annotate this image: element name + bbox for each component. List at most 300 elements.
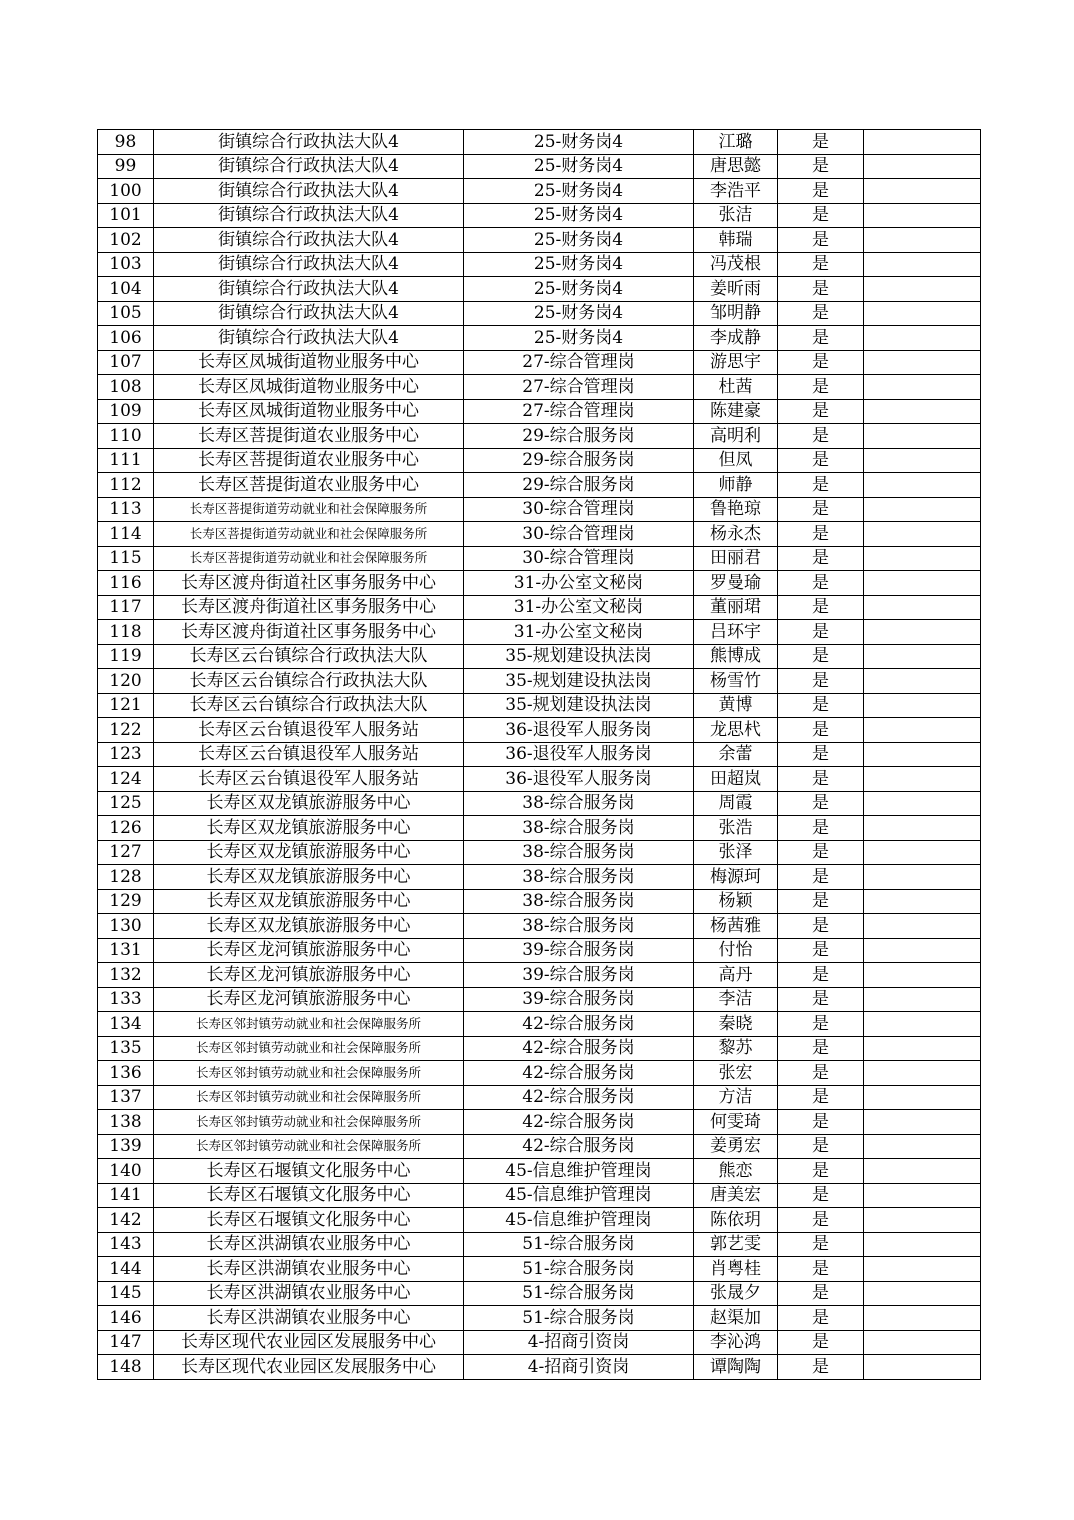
cell-person-name: 何雯琦 xyxy=(694,1110,778,1135)
cell-position: 42-综合服务岗 xyxy=(464,1061,694,1086)
table-row xyxy=(98,1281,981,1306)
cell-position: 4-招商引资岗 xyxy=(464,1330,694,1355)
cell-unit: 长寿区双龙镇旅游服务中心 xyxy=(154,791,464,816)
cell-remark xyxy=(864,1036,981,1061)
cell-serial-number: 115 xyxy=(98,546,154,571)
cell-unit: 长寿区龙河镇旅游服务中心 xyxy=(154,963,464,988)
cell-unit: 长寿区邻封镇劳动就业和社会保障服务所 xyxy=(154,1036,464,1061)
cell-status: 是 xyxy=(778,718,864,743)
cell-position: 4-招商引资岗 xyxy=(464,1355,694,1380)
cell-status: 是 xyxy=(778,301,864,326)
cell-serial-number: 125 xyxy=(98,791,154,816)
cell-serial-number: 141 xyxy=(98,1183,154,1208)
cell-position: 27-综合管理岗 xyxy=(464,350,694,375)
cell-person-name: 高明利 xyxy=(694,424,778,449)
cell-person-name: 熊博成 xyxy=(694,644,778,669)
table-row xyxy=(98,1134,981,1159)
cell-status: 是 xyxy=(778,448,864,473)
cell-remark xyxy=(864,816,981,841)
cell-person-name: 但凤 xyxy=(694,448,778,473)
table-row xyxy=(98,1355,981,1380)
cell-person-name: 龙思杙 xyxy=(694,718,778,743)
cell-unit: 长寿区云台镇综合行政执法大队 xyxy=(154,644,464,669)
cell-serial-number: 113 xyxy=(98,497,154,522)
cell-remark xyxy=(864,693,981,718)
cell-person-name: 付怡 xyxy=(694,938,778,963)
cell-person-name: 张洁 xyxy=(694,203,778,228)
table-row xyxy=(98,889,981,914)
cell-remark xyxy=(864,228,981,253)
cell-position: 51-综合服务岗 xyxy=(464,1232,694,1257)
table-row xyxy=(98,914,981,939)
cell-serial-number: 131 xyxy=(98,938,154,963)
cell-person-name: 姜昕雨 xyxy=(694,277,778,302)
cell-status: 是 xyxy=(778,1134,864,1159)
cell-unit: 街镇综合行政执法大队4 xyxy=(154,252,464,277)
cell-serial-number: 121 xyxy=(98,693,154,718)
cell-position: 38-综合服务岗 xyxy=(464,914,694,939)
cell-remark xyxy=(864,399,981,424)
table-row xyxy=(98,350,981,375)
table-row xyxy=(98,644,981,669)
cell-status: 是 xyxy=(778,693,864,718)
cell-unit: 长寿区石堰镇文化服务中心 xyxy=(154,1208,464,1233)
cell-unit: 长寿区云台镇退役军人服务站 xyxy=(154,718,464,743)
cell-status: 是 xyxy=(778,1110,864,1135)
cell-position: 27-综合管理岗 xyxy=(464,399,694,424)
cell-remark xyxy=(864,1085,981,1110)
table-row xyxy=(98,963,981,988)
cell-unit: 长寿区双龙镇旅游服务中心 xyxy=(154,816,464,841)
cell-position: 51-综合服务岗 xyxy=(464,1306,694,1331)
cell-unit: 街镇综合行政执法大队4 xyxy=(154,203,464,228)
table-row xyxy=(98,1110,981,1135)
cell-position: 30-综合管理岗 xyxy=(464,522,694,547)
cell-unit: 街镇综合行政执法大队4 xyxy=(154,154,464,179)
cell-serial-number: 114 xyxy=(98,522,154,547)
cell-unit: 长寿区现代农业园区发展服务中心 xyxy=(154,1330,464,1355)
cell-person-name: 鲁艳琼 xyxy=(694,497,778,522)
cell-serial-number: 124 xyxy=(98,767,154,792)
table-row xyxy=(98,571,981,596)
cell-position: 36-退役军人服务岗 xyxy=(464,718,694,743)
cell-serial-number: 103 xyxy=(98,252,154,277)
cell-unit: 长寿区菩提街道劳动就业和社会保障服务所 xyxy=(154,497,464,522)
cell-position: 39-综合服务岗 xyxy=(464,963,694,988)
cell-position: 36-退役军人服务岗 xyxy=(464,767,694,792)
table-row xyxy=(98,154,981,179)
cell-serial-number: 106 xyxy=(98,326,154,351)
table-row xyxy=(98,791,981,816)
cell-status: 是 xyxy=(778,375,864,400)
cell-serial-number: 105 xyxy=(98,301,154,326)
cell-unit: 长寿区洪湖镇农业服务中心 xyxy=(154,1306,464,1331)
cell-unit: 长寿区双龙镇旅游服务中心 xyxy=(154,914,464,939)
table-row xyxy=(98,718,981,743)
cell-remark xyxy=(864,130,981,155)
cell-remark xyxy=(864,301,981,326)
cell-position: 30-综合管理岗 xyxy=(464,546,694,571)
cell-unit: 街镇综合行政执法大队4 xyxy=(154,228,464,253)
table-row xyxy=(98,767,981,792)
table-row xyxy=(98,1012,981,1037)
table-row xyxy=(98,669,981,694)
cell-person-name: 余蕾 xyxy=(694,742,778,767)
cell-person-name: 陈建豪 xyxy=(694,399,778,424)
cell-status: 是 xyxy=(778,865,864,890)
cell-unit: 长寿区云台镇综合行政执法大队 xyxy=(154,669,464,694)
cell-status: 是 xyxy=(778,889,864,914)
cell-serial-number: 135 xyxy=(98,1036,154,1061)
table-row xyxy=(98,938,981,963)
table-row xyxy=(98,522,981,547)
cell-position: 45-信息维护管理岗 xyxy=(464,1159,694,1184)
cell-status: 是 xyxy=(778,1306,864,1331)
cell-position: 27-综合管理岗 xyxy=(464,375,694,400)
cell-serial-number: 128 xyxy=(98,865,154,890)
cell-serial-number: 133 xyxy=(98,987,154,1012)
cell-remark xyxy=(864,522,981,547)
table-row xyxy=(98,987,981,1012)
cell-status: 是 xyxy=(778,326,864,351)
table-row xyxy=(98,1208,981,1233)
cell-serial-number: 142 xyxy=(98,1208,154,1233)
cell-remark xyxy=(864,252,981,277)
cell-serial-number: 122 xyxy=(98,718,154,743)
table-row xyxy=(98,228,981,253)
cell-person-name: 黄博 xyxy=(694,693,778,718)
cell-status: 是 xyxy=(778,179,864,204)
table-row xyxy=(98,595,981,620)
cell-remark xyxy=(864,1281,981,1306)
table-row xyxy=(98,326,981,351)
cell-position: 25-财务岗4 xyxy=(464,179,694,204)
table-row xyxy=(98,742,981,767)
cell-unit: 长寿区龙河镇旅游服务中心 xyxy=(154,938,464,963)
cell-unit: 长寿区邻封镇劳动就业和社会保障服务所 xyxy=(154,1012,464,1037)
cell-position: 51-综合服务岗 xyxy=(464,1281,694,1306)
cell-remark xyxy=(864,326,981,351)
cell-serial-number: 145 xyxy=(98,1281,154,1306)
cell-position: 42-综合服务岗 xyxy=(464,1110,694,1135)
cell-unit: 长寿区渡舟街道社区事务服务中心 xyxy=(154,620,464,645)
table-row xyxy=(98,1159,981,1184)
cell-serial-number: 108 xyxy=(98,375,154,400)
cell-remark xyxy=(864,424,981,449)
cell-status: 是 xyxy=(778,767,864,792)
table-row xyxy=(98,620,981,645)
cell-person-name: 董丽珺 xyxy=(694,595,778,620)
cell-unit: 长寿区渡舟街道社区事务服务中心 xyxy=(154,571,464,596)
cell-status: 是 xyxy=(778,620,864,645)
table-row xyxy=(98,497,981,522)
cell-status: 是 xyxy=(778,522,864,547)
cell-status: 是 xyxy=(778,963,864,988)
cell-person-name: 方洁 xyxy=(694,1085,778,1110)
table-row xyxy=(98,375,981,400)
cell-remark xyxy=(864,154,981,179)
cell-remark xyxy=(864,742,981,767)
table-row xyxy=(98,1306,981,1331)
cell-status: 是 xyxy=(778,546,864,571)
cell-remark xyxy=(864,497,981,522)
table-row xyxy=(98,816,981,841)
cell-status: 是 xyxy=(778,1281,864,1306)
cell-position: 25-财务岗4 xyxy=(464,228,694,253)
cell-remark xyxy=(864,1183,981,1208)
cell-position: 38-综合服务岗 xyxy=(464,865,694,890)
cell-remark xyxy=(864,791,981,816)
table-row xyxy=(98,1036,981,1061)
cell-serial-number: 117 xyxy=(98,595,154,620)
cell-unit: 长寿区邻封镇劳动就业和社会保障服务所 xyxy=(154,1110,464,1135)
cell-person-name: 秦晓 xyxy=(694,1012,778,1037)
cell-status: 是 xyxy=(778,987,864,1012)
cell-person-name: 高丹 xyxy=(694,963,778,988)
cell-remark xyxy=(864,1110,981,1135)
cell-unit: 长寿区凤城街道物业服务中心 xyxy=(154,350,464,375)
cell-remark xyxy=(864,1061,981,1086)
cell-position: 36-退役军人服务岗 xyxy=(464,742,694,767)
cell-remark xyxy=(864,546,981,571)
cell-remark xyxy=(864,1208,981,1233)
cell-serial-number: 136 xyxy=(98,1061,154,1086)
cell-person-name: 韩瑞 xyxy=(694,228,778,253)
cell-person-name: 杨茜雅 xyxy=(694,914,778,939)
cell-unit: 街镇综合行政执法大队4 xyxy=(154,277,464,302)
cell-unit: 长寿区菩提街道劳动就业和社会保障服务所 xyxy=(154,546,464,571)
table-row xyxy=(98,424,981,449)
cell-position: 25-财务岗4 xyxy=(464,252,694,277)
cell-serial-number: 138 xyxy=(98,1110,154,1135)
cell-status: 是 xyxy=(778,228,864,253)
cell-unit: 街镇综合行政执法大队4 xyxy=(154,130,464,155)
cell-status: 是 xyxy=(778,1036,864,1061)
cell-serial-number: 129 xyxy=(98,889,154,914)
cell-person-name: 李浩平 xyxy=(694,179,778,204)
cell-person-name: 姜勇宏 xyxy=(694,1134,778,1159)
cell-unit: 长寿区邻封镇劳动就业和社会保障服务所 xyxy=(154,1085,464,1110)
cell-person-name: 赵渠加 xyxy=(694,1306,778,1331)
cell-unit: 长寿区渡舟街道社区事务服务中心 xyxy=(154,595,464,620)
cell-person-name: 杨雪竹 xyxy=(694,669,778,694)
cell-position: 42-综合服务岗 xyxy=(464,1036,694,1061)
cell-status: 是 xyxy=(778,130,864,155)
cell-remark xyxy=(864,448,981,473)
cell-serial-number: 110 xyxy=(98,424,154,449)
cell-unit: 长寿区现代农业园区发展服务中心 xyxy=(154,1355,464,1380)
table-row xyxy=(98,1061,981,1086)
cell-status: 是 xyxy=(778,1012,864,1037)
cell-position: 31-办公室文秘岗 xyxy=(464,571,694,596)
cell-person-name: 罗曼瑜 xyxy=(694,571,778,596)
cell-serial-number: 139 xyxy=(98,1134,154,1159)
cell-person-name: 李成静 xyxy=(694,326,778,351)
table-row xyxy=(98,399,981,424)
cell-position: 42-综合服务岗 xyxy=(464,1085,694,1110)
cell-serial-number: 118 xyxy=(98,620,154,645)
personnel-table xyxy=(97,129,981,1380)
cell-serial-number: 126 xyxy=(98,816,154,841)
cell-unit: 长寿区菩提街道农业服务中心 xyxy=(154,473,464,498)
cell-status: 是 xyxy=(778,595,864,620)
cell-remark xyxy=(864,938,981,963)
cell-status: 是 xyxy=(778,277,864,302)
cell-remark xyxy=(864,1159,981,1184)
cell-serial-number: 111 xyxy=(98,448,154,473)
cell-unit: 长寿区双龙镇旅游服务中心 xyxy=(154,865,464,890)
cell-serial-number: 127 xyxy=(98,840,154,865)
cell-serial-number: 99 xyxy=(98,154,154,179)
cell-status: 是 xyxy=(778,914,864,939)
cell-status: 是 xyxy=(778,350,864,375)
cell-status: 是 xyxy=(778,1183,864,1208)
cell-status: 是 xyxy=(778,571,864,596)
cell-status: 是 xyxy=(778,669,864,694)
cell-position: 25-财务岗4 xyxy=(464,326,694,351)
cell-remark xyxy=(864,1134,981,1159)
cell-position: 45-信息维护管理岗 xyxy=(464,1183,694,1208)
cell-remark xyxy=(864,1355,981,1380)
cell-unit: 长寿区菩提街道农业服务中心 xyxy=(154,448,464,473)
cell-serial-number: 134 xyxy=(98,1012,154,1037)
cell-position: 38-综合服务岗 xyxy=(464,889,694,914)
table-row xyxy=(98,252,981,277)
cell-serial-number: 98 xyxy=(98,130,154,155)
cell-person-name: 张泽 xyxy=(694,840,778,865)
cell-person-name: 张宏 xyxy=(694,1061,778,1086)
cell-remark xyxy=(864,889,981,914)
cell-unit: 长寿区洪湖镇农业服务中心 xyxy=(154,1232,464,1257)
cell-remark xyxy=(864,277,981,302)
table-row xyxy=(98,277,981,302)
cell-remark xyxy=(864,644,981,669)
cell-unit: 长寿区洪湖镇农业服务中心 xyxy=(154,1281,464,1306)
cell-person-name: 周霞 xyxy=(694,791,778,816)
cell-person-name: 郭艺雯 xyxy=(694,1232,778,1257)
cell-status: 是 xyxy=(778,1208,864,1233)
cell-remark xyxy=(864,1232,981,1257)
cell-person-name: 师静 xyxy=(694,473,778,498)
cell-serial-number: 100 xyxy=(98,179,154,204)
cell-status: 是 xyxy=(778,791,864,816)
cell-remark xyxy=(864,375,981,400)
cell-position: 39-综合服务岗 xyxy=(464,987,694,1012)
cell-position: 35-规划建设执法岗 xyxy=(464,693,694,718)
cell-status: 是 xyxy=(778,424,864,449)
cell-serial-number: 104 xyxy=(98,277,154,302)
cell-position: 39-综合服务岗 xyxy=(464,938,694,963)
cell-person-name: 李洁 xyxy=(694,987,778,1012)
cell-person-name: 唐思懿 xyxy=(694,154,778,179)
cell-remark xyxy=(864,203,981,228)
cell-serial-number: 112 xyxy=(98,473,154,498)
table-row xyxy=(98,1257,981,1282)
table-row xyxy=(98,546,981,571)
cell-position: 35-规划建设执法岗 xyxy=(464,669,694,694)
cell-position: 38-综合服务岗 xyxy=(464,816,694,841)
cell-unit: 长寿区云台镇退役军人服务站 xyxy=(154,742,464,767)
cell-position: 35-规划建设执法岗 xyxy=(464,644,694,669)
cell-unit: 街镇综合行政执法大队4 xyxy=(154,326,464,351)
cell-person-name: 李沁鸿 xyxy=(694,1330,778,1355)
cell-person-name: 杜茜 xyxy=(694,375,778,400)
cell-unit: 长寿区双龙镇旅游服务中心 xyxy=(154,840,464,865)
cell-serial-number: 123 xyxy=(98,742,154,767)
table-row xyxy=(98,1232,981,1257)
cell-serial-number: 143 xyxy=(98,1232,154,1257)
cell-status: 是 xyxy=(778,154,864,179)
cell-unit: 长寿区凤城街道物业服务中心 xyxy=(154,399,464,424)
cell-serial-number: 140 xyxy=(98,1159,154,1184)
cell-remark xyxy=(864,963,981,988)
cell-status: 是 xyxy=(778,938,864,963)
cell-status: 是 xyxy=(778,252,864,277)
cell-status: 是 xyxy=(778,816,864,841)
cell-status: 是 xyxy=(778,840,864,865)
cell-status: 是 xyxy=(778,1257,864,1282)
cell-position: 38-综合服务岗 xyxy=(464,791,694,816)
cell-position: 29-综合服务岗 xyxy=(464,424,694,449)
cell-status: 是 xyxy=(778,203,864,228)
cell-remark xyxy=(864,620,981,645)
cell-position: 25-财务岗4 xyxy=(464,154,694,179)
cell-unit: 长寿区云台镇综合行政执法大队 xyxy=(154,693,464,718)
cell-remark xyxy=(864,865,981,890)
table-row xyxy=(98,1330,981,1355)
table-row xyxy=(98,301,981,326)
cell-person-name: 杨永杰 xyxy=(694,522,778,547)
cell-position: 31-办公室文秘岗 xyxy=(464,620,694,645)
cell-remark xyxy=(864,595,981,620)
cell-serial-number: 120 xyxy=(98,669,154,694)
cell-status: 是 xyxy=(778,1085,864,1110)
cell-remark xyxy=(864,669,981,694)
cell-position: 42-综合服务岗 xyxy=(464,1012,694,1037)
cell-position: 25-财务岗4 xyxy=(464,203,694,228)
cell-position: 51-综合服务岗 xyxy=(464,1257,694,1282)
cell-position: 42-综合服务岗 xyxy=(464,1134,694,1159)
cell-person-name: 谭陶陶 xyxy=(694,1355,778,1380)
cell-unit: 长寿区云台镇退役军人服务站 xyxy=(154,767,464,792)
cell-serial-number: 119 xyxy=(98,644,154,669)
cell-remark xyxy=(864,571,981,596)
cell-unit: 长寿区邻封镇劳动就业和社会保障服务所 xyxy=(154,1061,464,1086)
cell-position: 31-办公室文秘岗 xyxy=(464,595,694,620)
cell-person-name: 杨颖 xyxy=(694,889,778,914)
table-row xyxy=(98,179,981,204)
cell-person-name: 江璐 xyxy=(694,130,778,155)
cell-unit: 街镇综合行政执法大队4 xyxy=(154,179,464,204)
cell-status: 是 xyxy=(778,1330,864,1355)
cell-unit: 长寿区邻封镇劳动就业和社会保障服务所 xyxy=(154,1134,464,1159)
cell-remark xyxy=(864,767,981,792)
cell-status: 是 xyxy=(778,1355,864,1380)
cell-status: 是 xyxy=(778,497,864,522)
table-row xyxy=(98,130,981,155)
table-row xyxy=(98,473,981,498)
cell-status: 是 xyxy=(778,1232,864,1257)
cell-remark xyxy=(864,473,981,498)
cell-person-name: 田丽君 xyxy=(694,546,778,571)
cell-serial-number: 102 xyxy=(98,228,154,253)
cell-unit: 长寿区石堰镇文化服务中心 xyxy=(154,1183,464,1208)
cell-person-name: 邹明静 xyxy=(694,301,778,326)
cell-position: 29-综合服务岗 xyxy=(464,473,694,498)
cell-position: 25-财务岗4 xyxy=(464,277,694,302)
cell-serial-number: 109 xyxy=(98,399,154,424)
cell-position: 38-综合服务岗 xyxy=(464,840,694,865)
